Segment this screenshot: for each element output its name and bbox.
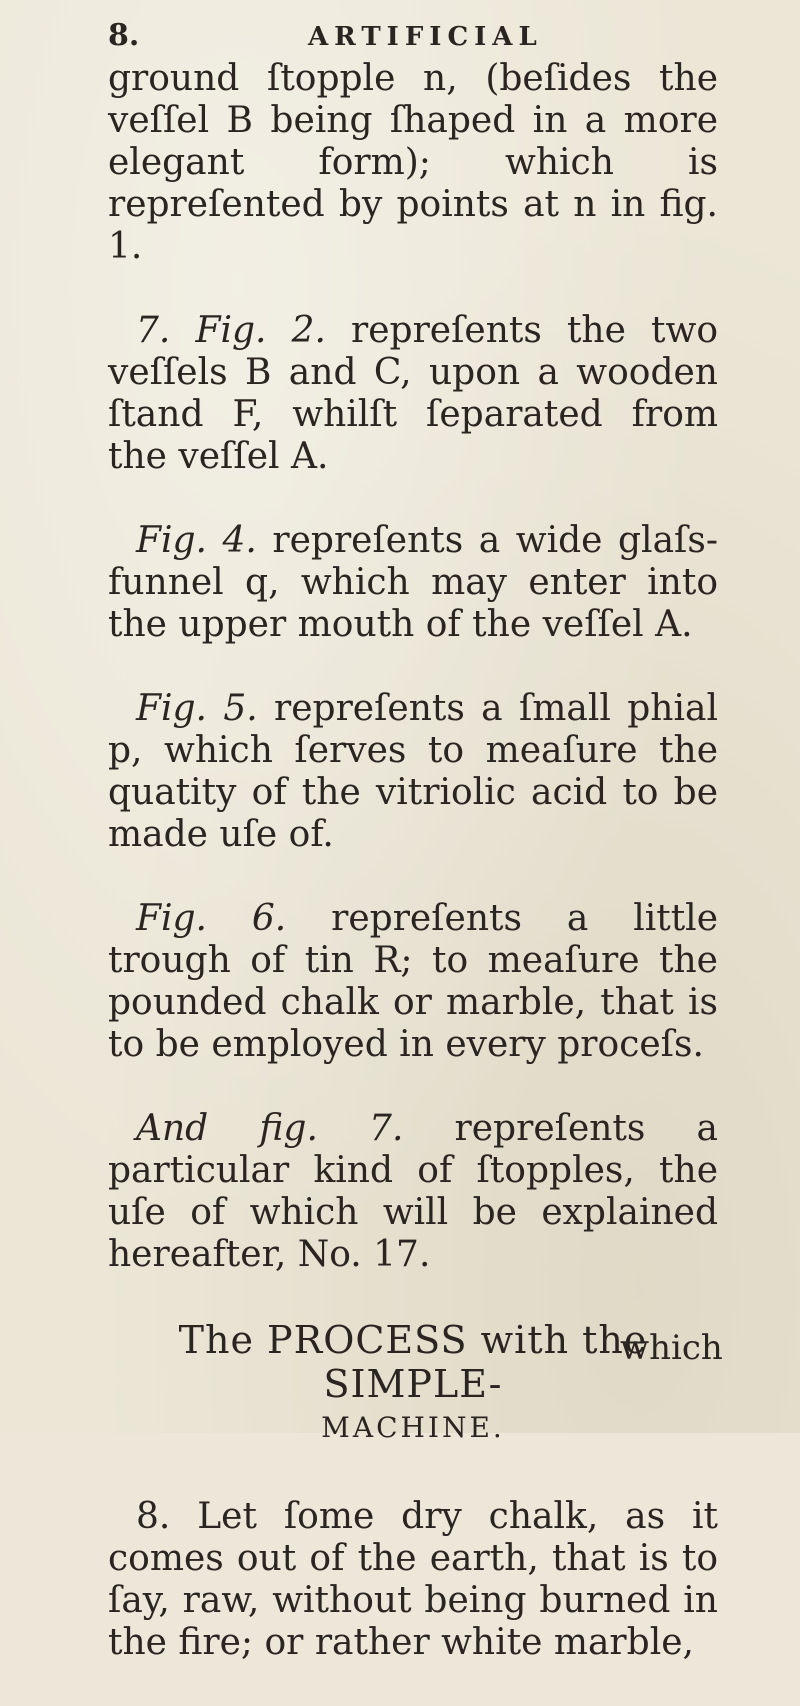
page-number: 8.: [108, 18, 140, 53]
paragraph-numbered-8: [108, 1496, 718, 1664]
paragraph-text: 8. Let ſome dry chalk, as it comes out of the earth, that is to ſay, raw, without being burned in the fire; or rather white marble,: [108, 1496, 718, 1663]
body-text: [108, 58, 718, 1706]
section-title: The PROCESS with the SIMPLE-: [178, 1318, 648, 1406]
paragraph-continuation: [108, 58, 718, 268]
running-head: ARTIFICIAL: [308, 22, 543, 52]
paragraph-fig-5: [108, 688, 718, 856]
section-subtitle: MACHINE.: [321, 1411, 505, 1444]
paragraph-text: repreſents the two veſſels B and C, upon a wooden ſtand F, whilſt ſeparated from the veſſel A.: [108, 310, 718, 477]
paragraph-text: ground ſtopple n, (beſides the veſſel B being ſhaped in a more elegant form); which is repreſented by points at n in fig. 1.: [108, 58, 718, 267]
paragraph-text: repreſents a ſmall phial p, which ſerves to meaſure the quatity of the vitriolic acid to be made uſe of.: [108, 688, 718, 855]
paragraph-text: repreſents a little trough of tin R; to meaſure the pounded chalk or marble, that is to be employed in every proceſs.: [108, 898, 718, 1065]
figure-reference: 7. Fig. 2.: [136, 310, 326, 351]
paragraph-text: repreſents a wide glaſs-funnel q, which may enter into the upper mouth of the veſſel A.: [108, 520, 718, 645]
paragraph-fig-2: [108, 310, 718, 478]
paragraph-fig-4: [108, 520, 718, 646]
figure-reference: And fig. 7.: [136, 1108, 404, 1149]
figure-reference: Fig. 5.: [136, 688, 258, 729]
paragraph-fig-7: [108, 1108, 718, 1276]
figure-reference: Fig. 6.: [136, 898, 287, 939]
figure-reference: Fig. 4.: [136, 520, 257, 561]
catchword: which: [620, 1328, 723, 1368]
paragraph-text: repreſents a particular kind of ſtopples, the uſe of which will be explained hereafter, No. 17.: [108, 1108, 718, 1275]
page-header: [108, 18, 728, 58]
paragraph-fig-6: [108, 898, 718, 1066]
